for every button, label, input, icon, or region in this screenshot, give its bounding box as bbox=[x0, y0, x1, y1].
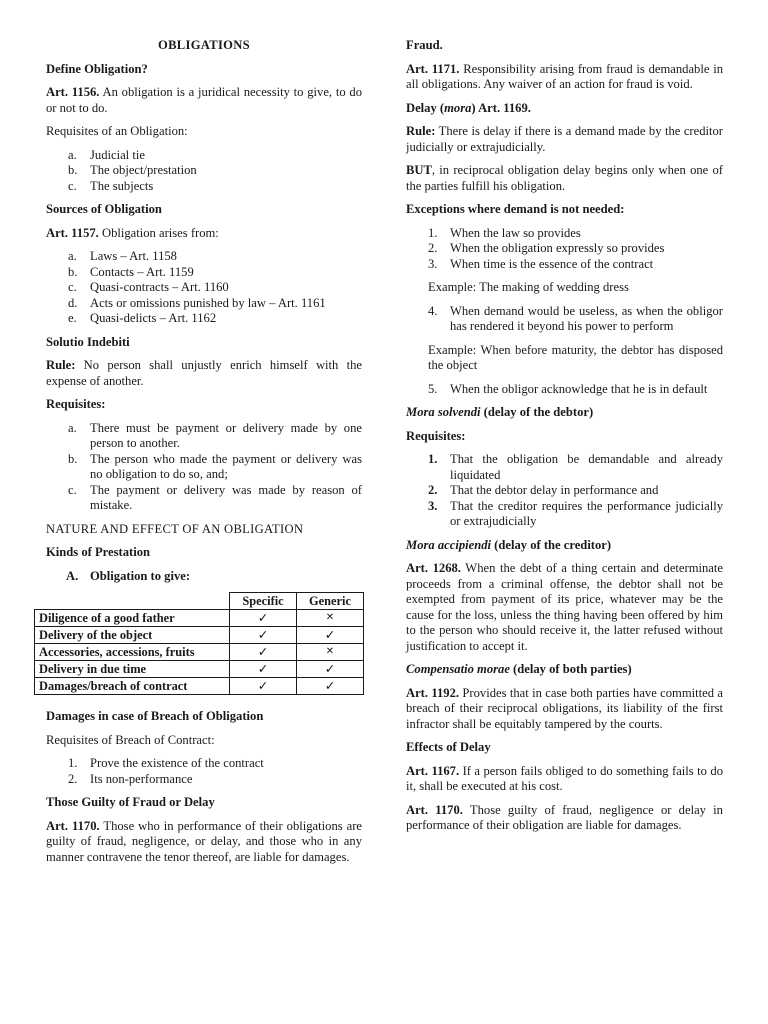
list-item-text: The subjects bbox=[90, 178, 154, 193]
art1170b-paragraph bbox=[406, 803, 723, 834]
delay-heading-mora: mora bbox=[444, 100, 472, 115]
table-corner bbox=[35, 593, 230, 610]
list-marker: 2. bbox=[428, 483, 438, 497]
list-marker: b. bbox=[68, 163, 78, 177]
list-item bbox=[46, 249, 362, 265]
list-item bbox=[406, 483, 723, 499]
list-item bbox=[406, 226, 723, 242]
exceptions-list-b bbox=[406, 304, 723, 335]
list-marker: 2. bbox=[428, 241, 438, 255]
give-marker: A. bbox=[66, 568, 79, 583]
accipiendi-heading bbox=[406, 538, 723, 554]
check-icon: ✓ bbox=[230, 610, 297, 627]
list-marker: c. bbox=[68, 178, 77, 193]
list-marker: c. bbox=[68, 280, 77, 294]
check-icon: ✓ bbox=[297, 678, 364, 695]
fraud-heading: Fraud. bbox=[406, 38, 443, 52]
list-marker: 4. bbox=[428, 303, 438, 318]
art1268-ref: Art. 1268. bbox=[406, 561, 461, 575]
right-column bbox=[406, 38, 723, 842]
art1192-paragraph bbox=[406, 686, 723, 733]
list-item-text: Laws – Art. 1158 bbox=[90, 249, 177, 263]
art1157-paragraph bbox=[46, 226, 362, 242]
delay-heading bbox=[406, 101, 723, 117]
list-item bbox=[46, 280, 362, 296]
delay-rule-text: There is delay if there is a demand made by the creditor judicially or extrajudicially. bbox=[406, 124, 723, 154]
exceptions-list-c bbox=[406, 382, 723, 398]
art1192-ref: Art. 1192. bbox=[406, 685, 460, 700]
list-item bbox=[46, 756, 362, 772]
effects-heading: Effects of Delay bbox=[406, 740, 491, 754]
list-marker: a. bbox=[68, 147, 77, 162]
table-row bbox=[35, 627, 364, 644]
table-header-row bbox=[35, 593, 364, 610]
list-marker: 1. bbox=[68, 756, 78, 770]
solutio-rule bbox=[46, 358, 362, 389]
list-marker: 5. bbox=[428, 381, 438, 396]
breach-intro: Requisites of Breach of Contract: bbox=[46, 732, 215, 747]
art1170-text: Those who in performance of their obligations are guilty of fraud, negligence, or delay, and those who in any manner contravene the tenor thereof, are liable for damages. bbox=[46, 818, 362, 864]
list-item bbox=[406, 257, 723, 273]
sources-list bbox=[46, 249, 362, 327]
col-generic: Generic bbox=[297, 593, 364, 610]
list-item-text: Quasi-contracts – Art. 1160 bbox=[90, 280, 229, 294]
check-icon: ✓ bbox=[230, 644, 297, 661]
but-paragraph bbox=[406, 163, 723, 194]
art1156-paragraph bbox=[46, 85, 362, 116]
list-item bbox=[46, 311, 362, 327]
art1170b-ref: Art. 1170. bbox=[406, 802, 463, 817]
art1167-ref: Art. 1167. bbox=[406, 763, 460, 778]
art1167-text: If a person fails obliged to do something fails to do it, shall be executed at his cost. bbox=[406, 763, 723, 793]
check-icon: ✓ bbox=[230, 678, 297, 695]
art1170-paragraph bbox=[46, 819, 362, 866]
table-body bbox=[35, 610, 364, 695]
give-heading bbox=[46, 569, 362, 585]
nature-heading: NATURE AND EFFECT OF AN OBLIGATION bbox=[46, 521, 304, 536]
art1171-text: Responsibility arising from fraud is demandable in all obligations. Any waiver of an action for fraud is void. bbox=[406, 61, 723, 91]
list-item-text: Prove the existence of the contract bbox=[90, 756, 264, 770]
art1156-ref: Art. 1156. bbox=[46, 85, 100, 99]
check-icon: ✓ bbox=[297, 661, 364, 678]
list-item bbox=[46, 265, 362, 281]
list-marker: 1. bbox=[428, 225, 438, 240]
list-item bbox=[46, 296, 362, 312]
list-item-text: When time is the essence of the contract bbox=[450, 256, 654, 271]
delay-rule bbox=[406, 124, 723, 155]
list-item-text: Its non-performance bbox=[90, 771, 193, 786]
compensatio-term: Compensatio morae bbox=[406, 662, 510, 676]
check-icon: ✓ bbox=[230, 627, 297, 644]
guilty-heading: Those Guilty of Fraud or Delay bbox=[46, 795, 215, 809]
list-item-text: When the obligation expressly so provides bbox=[450, 241, 665, 255]
list-marker: 3. bbox=[428, 256, 438, 271]
list-item bbox=[406, 241, 723, 257]
row-label: Diligence of a good father bbox=[35, 610, 230, 627]
table-row bbox=[35, 678, 364, 695]
example-1: Example: The making of wedding dress bbox=[428, 280, 629, 294]
solutio-requisites-list bbox=[46, 421, 362, 514]
table-row bbox=[35, 644, 364, 661]
list-item bbox=[406, 382, 723, 398]
prestation-table bbox=[34, 592, 364, 695]
art1171-paragraph bbox=[406, 62, 723, 93]
list-item-text: Quasi-delicts – Art. 1162 bbox=[90, 311, 217, 325]
list-item bbox=[46, 148, 362, 164]
row-label: Delivery of the object bbox=[35, 627, 230, 644]
solvendi-heading bbox=[406, 405, 723, 421]
list-item-text: There must be payment or delivery made by one person to another. bbox=[90, 420, 362, 450]
art1171-ref: Art. 1171. bbox=[406, 61, 460, 76]
list-item-text: When demand would be useless, as when the obligor has rendered it beyond his power to perform bbox=[450, 303, 723, 333]
row-label: Accessories, accessions, fruits bbox=[35, 644, 230, 661]
accipiendi-term: Mora accipiendi bbox=[406, 537, 492, 552]
art1156-text: An obligation is a juridical necessity to give, to do or not to do. bbox=[46, 85, 362, 115]
define-heading: Define Obligation? bbox=[46, 61, 148, 76]
list-marker: e. bbox=[68, 311, 77, 325]
list-marker: d. bbox=[68, 295, 78, 310]
delay-heading-a: Delay ( bbox=[406, 100, 445, 115]
list-item-text: When the law so provides bbox=[450, 225, 581, 240]
check-icon: ✓ bbox=[230, 661, 297, 678]
art1192-text: Provides that in case both parties have committed a breach of their reciprocal obligations, its liability of the first infractor shall be equitably tampered by the courts. bbox=[406, 685, 723, 731]
list-marker: c. bbox=[68, 482, 77, 497]
delay-heading-b: ) Art. 1169. bbox=[471, 100, 531, 115]
list-item-text: That the creditor requires the performance judicially or extrajudicially bbox=[450, 498, 723, 528]
list-item bbox=[46, 452, 362, 483]
art1157-text: Obligation arises from: bbox=[98, 225, 219, 240]
art1157-ref: Art. 1157. bbox=[46, 225, 99, 240]
art1268-text: When the debt of a thing certain and determinate proceeds from a criminal offense, the debtor shall not be exempted from payment of its price, whatever may be the cause for the loss, unless the thing having been offered by him to the person who should receive it, the latter refused without justification to accept it. bbox=[406, 561, 723, 653]
delay-rule-label: Rule: bbox=[406, 124, 436, 138]
cross-icon: ✕ bbox=[297, 644, 364, 661]
list-marker: b. bbox=[68, 264, 78, 279]
requisites-intro: Requisites of an Obligation: bbox=[46, 124, 188, 138]
solutio-heading: Solutio Indebiti bbox=[46, 334, 130, 349]
list-marker: 2. bbox=[68, 771, 78, 786]
list-item-text: That the debtor delay in performance and bbox=[450, 483, 659, 497]
requisites-list bbox=[46, 148, 362, 195]
but-label: BUT bbox=[406, 163, 432, 177]
list-marker: b. bbox=[68, 451, 78, 466]
art1170-ref: Art. 1170. bbox=[46, 818, 100, 833]
list-item bbox=[46, 163, 362, 179]
list-item-text: When the obligor acknowledge that he is in default bbox=[450, 381, 708, 396]
kinds-heading: Kinds of Prestation bbox=[46, 545, 151, 559]
give-heading-text: Obligation to give: bbox=[90, 568, 191, 583]
compensatio-heading bbox=[406, 662, 723, 678]
list-item bbox=[46, 421, 362, 452]
table-row bbox=[35, 610, 364, 627]
list-item bbox=[406, 452, 723, 483]
sources-heading: Sources of Obligation bbox=[46, 202, 162, 216]
list-marker: 3. bbox=[428, 498, 438, 513]
check-icon: ✓ bbox=[297, 627, 364, 644]
list-item bbox=[46, 483, 362, 514]
art1170b-text: Those guilty of fraud, negligence or delay in performance of their obligation are liable for damages. bbox=[406, 802, 723, 832]
list-item-text: The person who made the payment or delivery was no obligation to do so, and; bbox=[90, 451, 362, 481]
list-item-text: The payment or delivery was made by reason of mistake. bbox=[90, 482, 362, 512]
list-item-text: Judicial tie bbox=[90, 147, 145, 162]
solvendi-requisites-heading: Requisites: bbox=[406, 428, 466, 443]
solvendi-list bbox=[406, 452, 723, 530]
breach-list bbox=[46, 756, 362, 787]
solutio-rule-label: Rule: bbox=[46, 358, 76, 372]
but-text: , in reciprocal obligation delay begins only when one of the parties fulfill his obligation. bbox=[406, 163, 723, 193]
art1167-paragraph bbox=[406, 764, 723, 795]
solutio-rule-text: No person shall unjustly enrich himself with the expense of another. bbox=[46, 358, 362, 388]
damages-heading: Damages in case of Breach of Obligation bbox=[46, 709, 264, 723]
col-specific: Specific bbox=[230, 593, 297, 610]
list-item-text: That the obligation be demandable and already liquidated bbox=[450, 452, 723, 482]
example-2: Example: When before maturity, the debtor has disposed the object bbox=[428, 342, 723, 372]
list-marker: a. bbox=[68, 420, 77, 435]
list-item bbox=[46, 772, 362, 788]
accipiendi-desc: (delay of the creditor) bbox=[491, 537, 612, 552]
row-label: Delivery in due time bbox=[35, 661, 230, 678]
solutio-requisites-heading: Requisites: bbox=[46, 397, 106, 411]
exceptions-heading: Exceptions where demand is not needed: bbox=[406, 202, 625, 216]
list-item bbox=[406, 304, 723, 335]
table-row bbox=[35, 661, 364, 678]
row-label: Damages/breach of contract bbox=[35, 678, 230, 695]
solvendi-desc: (delay of the debtor) bbox=[480, 405, 594, 419]
exceptions-list-a bbox=[406, 226, 723, 273]
list-item-text: Contacts – Art. 1159 bbox=[90, 264, 194, 279]
cross-icon: ✕ bbox=[297, 610, 364, 627]
document-title: OBLIGATIONS bbox=[158, 38, 250, 52]
list-marker: 1. bbox=[428, 452, 438, 466]
list-marker: a. bbox=[68, 249, 77, 263]
list-item-text: Acts or omissions punished by law – Art. 1161 bbox=[90, 295, 326, 310]
solvendi-term: Mora solvendi bbox=[406, 405, 481, 419]
list-item bbox=[406, 499, 723, 530]
left-column bbox=[39, 38, 362, 873]
list-item bbox=[46, 179, 362, 195]
art1268-paragraph bbox=[406, 561, 723, 654]
compensatio-desc: (delay of both parties) bbox=[509, 662, 632, 676]
list-item-text: The object/prestation bbox=[90, 163, 197, 177]
